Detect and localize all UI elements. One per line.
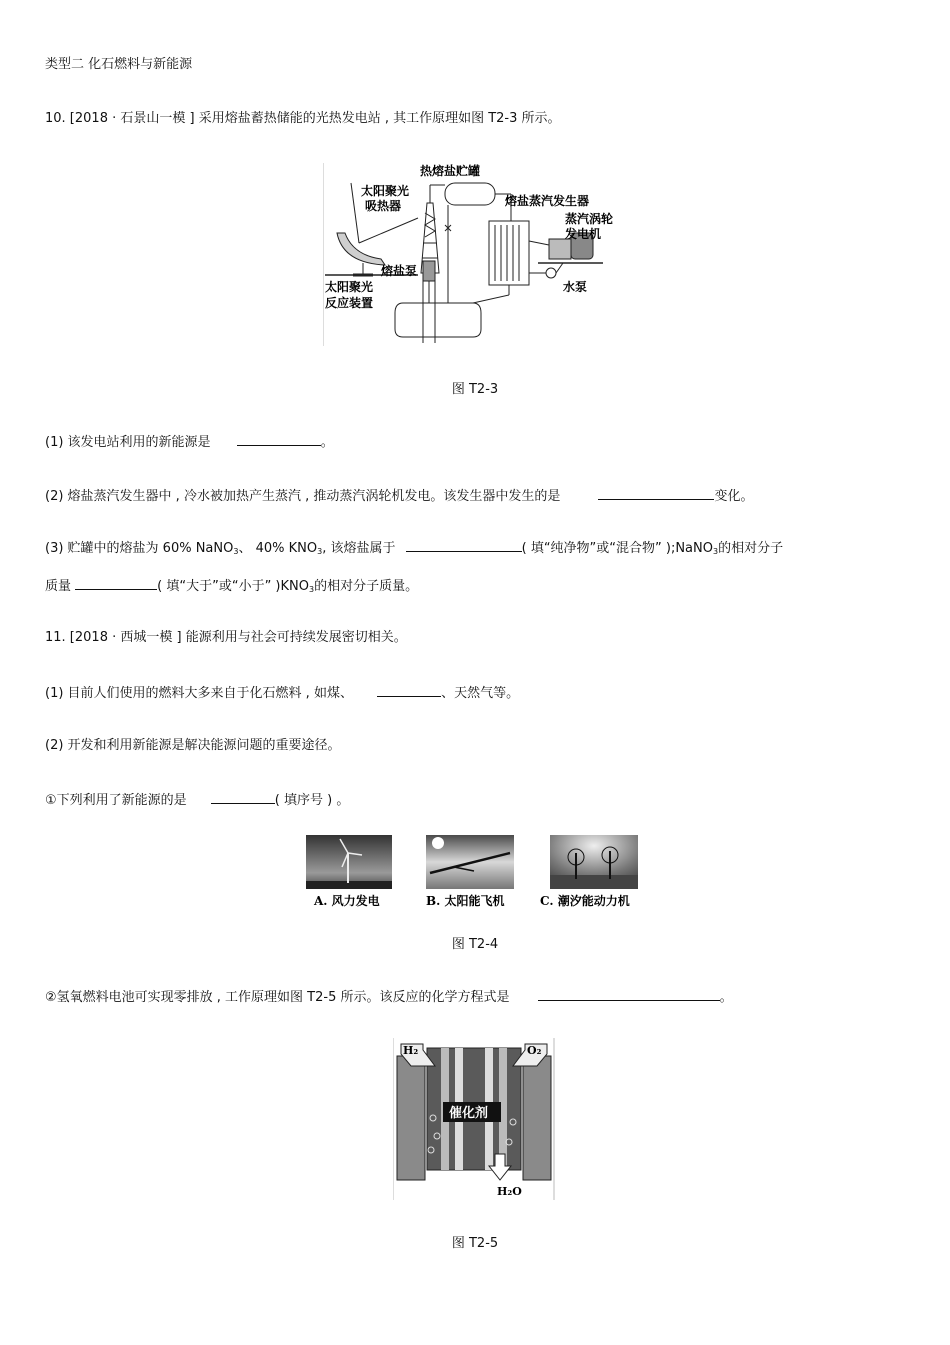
- section-title: 类型二 化石燃料与新能源: [45, 57, 193, 72]
- label-steam-generator: 熔盐蒸汽发生器: [505, 194, 590, 208]
- answer-blank[interactable]: [377, 682, 441, 697]
- q11-part1: [45, 682, 519, 704]
- label-absorber-line2: 吸热器: [365, 199, 402, 213]
- answer-blank[interactable]: [237, 431, 321, 446]
- option-b-label: B. 太阳能飞机: [426, 894, 505, 908]
- tidal-power-photo: [550, 835, 638, 889]
- label-hot-salt-tank: 热熔盐贮罐: [420, 164, 481, 178]
- label-h2o: H₂O: [497, 1185, 522, 1198]
- q11-part2b: [45, 986, 733, 1008]
- q11-part2b-tail: 。: [719, 990, 733, 1005]
- option-c-label: C. 潮汐能动力机: [540, 894, 630, 908]
- option-a-label: A. 风力发电: [314, 894, 380, 908]
- subscript: 3: [317, 547, 323, 556]
- q10-part2-tail: 变化。: [714, 489, 754, 504]
- q10-part3-text: 质量: [45, 579, 72, 594]
- figure-caption-t2-3: 图 T2-3: [451, 382, 499, 397]
- q11-part2: (2) 开发和利用新能源是解决能源问题的重要途径。: [45, 738, 341, 753]
- wind-power-photo: [306, 835, 392, 889]
- label-o2: O₂: [527, 1044, 542, 1057]
- q10-part3-text: 的相对分子: [718, 541, 784, 556]
- q10-part1-text: (1) 该发电站利用的新能源是: [45, 435, 211, 450]
- q10-part3-cont: [45, 575, 418, 600]
- fuel-cell-diagram: [393, 1038, 555, 1200]
- q10-part3-text: 、 40% KNO: [238, 541, 318, 556]
- q10-part3-text: ( 填“纯净物”或“混合物” );NaNO: [521, 541, 713, 556]
- q10-part3: [45, 537, 783, 562]
- q10-part3-text: , 该熔盐属于: [322, 541, 396, 556]
- q10-part1-tail: 。: [320, 435, 334, 450]
- solar-plane-photo: [426, 835, 514, 889]
- q11-part2b-text: ②氢氧燃料电池可实现零排放 , 工作原理如图 T2-5 所示。该反应的化学方程式是: [45, 990, 510, 1005]
- answer-blank[interactable]: [538, 986, 720, 1001]
- label-salt-pump: 熔盐泵: [381, 264, 418, 278]
- label-turbine-line1: 蒸汽涡轮: [565, 212, 614, 226]
- q11-part2a: [45, 789, 349, 811]
- q10-part3-text: ( 填“大于”或“小于” )KNO: [157, 579, 309, 594]
- answer-blank[interactable]: [211, 789, 275, 804]
- answer-blank[interactable]: [406, 537, 522, 552]
- label-reactor-line2: 反应装置: [325, 296, 374, 310]
- figure-t2-4: [304, 833, 642, 911]
- label-catalyst: 催化剂: [449, 1106, 489, 1121]
- figure-t2-3: [323, 163, 623, 346]
- answer-blank[interactable]: [598, 485, 714, 500]
- label-h2: H₂: [403, 1044, 419, 1057]
- label-absorber-line1: 太阳聚光: [361, 184, 410, 198]
- q10-part2-text: (2) 熔盐蒸汽发生器中 , 冷水被加热产生蒸汽 , 推动蒸汽涡轮机发电。该发生器中发生的是: [45, 489, 561, 504]
- label-water-pump: 水泵: [563, 280, 588, 294]
- subscript: 3: [233, 547, 239, 556]
- subscript: 3: [309, 585, 315, 594]
- q10-part2: [45, 485, 754, 507]
- answer-blank[interactable]: [75, 575, 157, 590]
- q10-part3-text: (3) 贮罐中的熔盐为 60% NaNO: [45, 541, 234, 556]
- figure-t2-5: [393, 1038, 555, 1200]
- q11-part2a-tail: ( 填序号 ) 。: [274, 793, 350, 808]
- solar-plant-diagram: [323, 163, 623, 346]
- subscript: 3: [713, 547, 719, 556]
- q11-part2a-text: ①下列利用了新能源的是: [45, 793, 187, 808]
- figure-caption-t2-4: 图 T2-4: [451, 937, 499, 952]
- label-turbine-line2: 发电机: [565, 227, 602, 241]
- q11-part1-tail: 、天然气等。: [441, 686, 520, 701]
- q10-part3-text: 的相对分子质量。: [314, 579, 419, 594]
- energy-photos: [304, 833, 642, 911]
- q10-header: 10. [2018 · 石景山一模 ] 采用熔盐蓄热储能的光热发电站 , 其工作原理如图 T2-3 所示。: [45, 111, 561, 126]
- figure-caption-t2-5: 图 T2-5: [451, 1236, 499, 1251]
- q11-header: 11. [2018 · 西城一模 ] 能源利用与社会可持续发展密切相关。: [45, 630, 407, 645]
- q10-part1: [45, 431, 334, 453]
- label-reactor-line1: 太阳聚光: [325, 280, 374, 294]
- q11-part1-text: (1) 目前人们使用的燃料大多来自于化石燃料 , 如煤、: [45, 686, 353, 701]
